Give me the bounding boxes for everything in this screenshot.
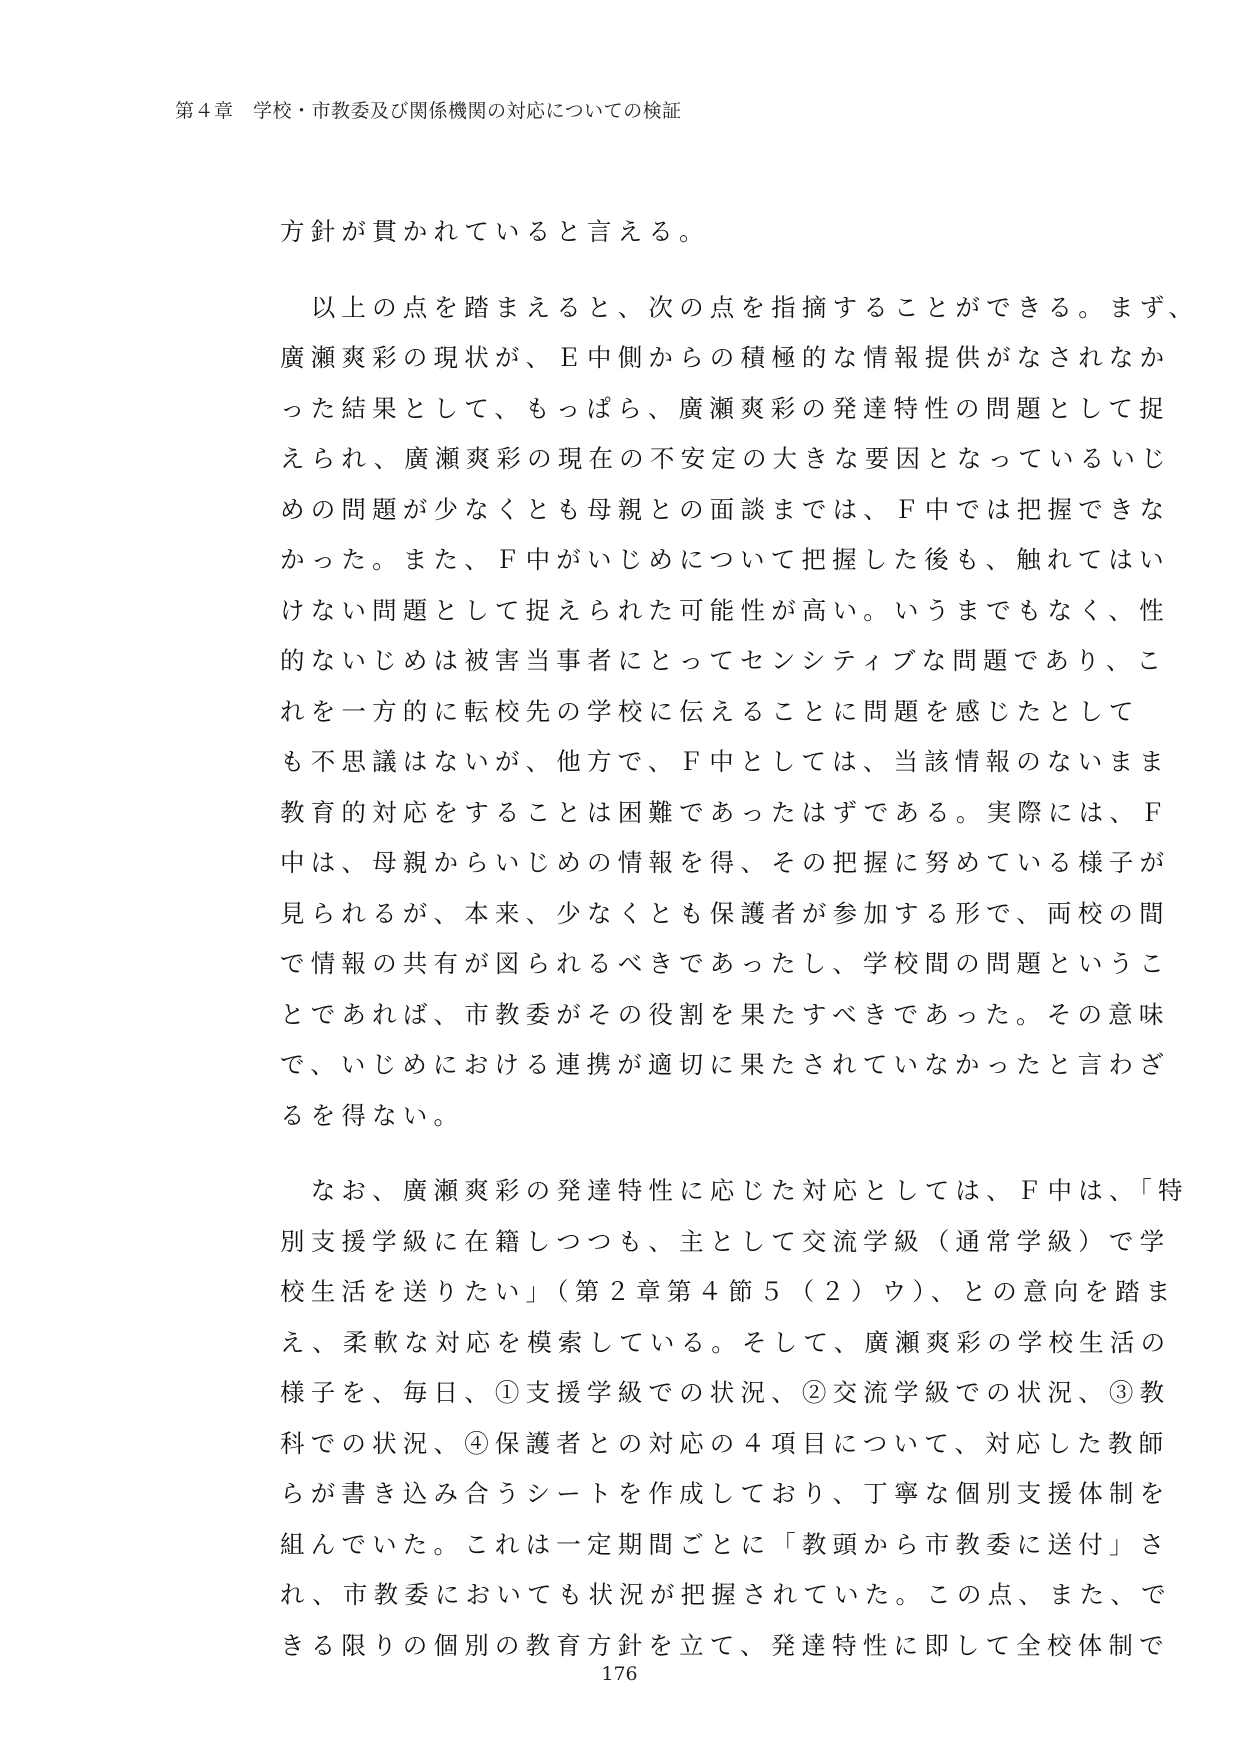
text-line: った結果として、もっぱら、廣瀬爽彩の発達特性の問題として捉 — [280, 393, 1170, 423]
text-line: 別支援学級に在籍しつつも、主として交流学級（通常学級）で学 — [280, 1226, 1171, 1256]
text-line: 方針が貫かれていると言える。 — [280, 217, 710, 246]
page-number: 176 — [601, 1663, 638, 1685]
body-text — [280, 217, 1200, 1681]
text-line: めの問題が少なくとも母親との面談までは、Ｆ中では把握できな — [280, 494, 1171, 524]
text-line: けない問題として捉えられた可能性が高い。いうまでもなく、性 — [280, 595, 1170, 625]
text-line: 的ないじめは被害当事者にとってセンシティブな問題であり、こ — [280, 646, 1168, 675]
text-line: れを一方的に転校先の学校に伝えることに問題を感じたとして — [280, 696, 1140, 726]
text-line: 以上の点を踏まえると、次の点を指摘することができる。まず、 — [280, 292, 1200, 322]
text-line: なお、廣瀬爽彩の発達特性に応じた対応としては、Ｆ中は、「特 — [280, 1176, 1189, 1205]
text-line: れ、市教委においても状況が把握されていた。この点、また、で — [280, 1580, 1172, 1609]
text-line: 廣瀬爽彩の現状が、Ｅ中側からの積極的な情報提供がなされなか — [280, 343, 1171, 372]
text-line: 教育的対応をすることは困難であったはずである。実際には、Ｆ — [280, 797, 1171, 827]
text-line: 組んでいた。これは一定期間ごとに「教頭から市教委に送付」さ — [280, 1529, 1171, 1559]
text-line: きる限りの個別の教育方針を立て、発達特性に即して全校体制で — [280, 1630, 1170, 1660]
text-line: かった。また、Ｆ中がいじめについて把握した後も、触れてはい — [280, 545, 1170, 574]
text-line: 校生活を送りたい」（第２章第４節５（２）ウ）、との意向を踏ま — [280, 1277, 1177, 1306]
text-line: とであれば、市教委がその役割を果たすべきであった。その意味 — [280, 999, 1170, 1029]
text-line: 科での状況、④保護者との対応の４項目について、対応した教師 — [280, 1428, 1170, 1458]
text-line: 様子を、毎日、①支援学級での状況、②交流学級での状況、③教 — [280, 1378, 1171, 1407]
text-line: 見られるが、本来、少なくとも保護者が参加する形で、両校の間 — [280, 898, 1170, 928]
text-line: で情報の共有が図られるべきであったし、学校間の問題というこ — [280, 949, 1171, 978]
text-line: も不思議はないが、他方で、Ｆ中としては、当該情報のないまま — [280, 747, 1170, 776]
text-line: 中は、母親からいじめの情報を得、その把握に努めている様子が — [280, 848, 1171, 877]
text-line: え、柔軟な対応を模索している。そして、廣瀬爽彩の学校生活の — [280, 1327, 1172, 1357]
text-line: で、いじめにおける連携が適切に果たされていなかったと言わざ — [280, 1050, 1170, 1079]
running-header: 第４章 学校・市教委及び関係機関の対応についての検証 — [175, 100, 682, 122]
text-line: るを得ない。 — [280, 1100, 465, 1130]
text-line: えられ、廣瀬爽彩の現在の不安定の大きな要因となっているいじ — [280, 444, 1172, 473]
text-line: らが書き込み合うシートを作成しており、丁寧な個別支援体制を — [280, 1479, 1171, 1508]
